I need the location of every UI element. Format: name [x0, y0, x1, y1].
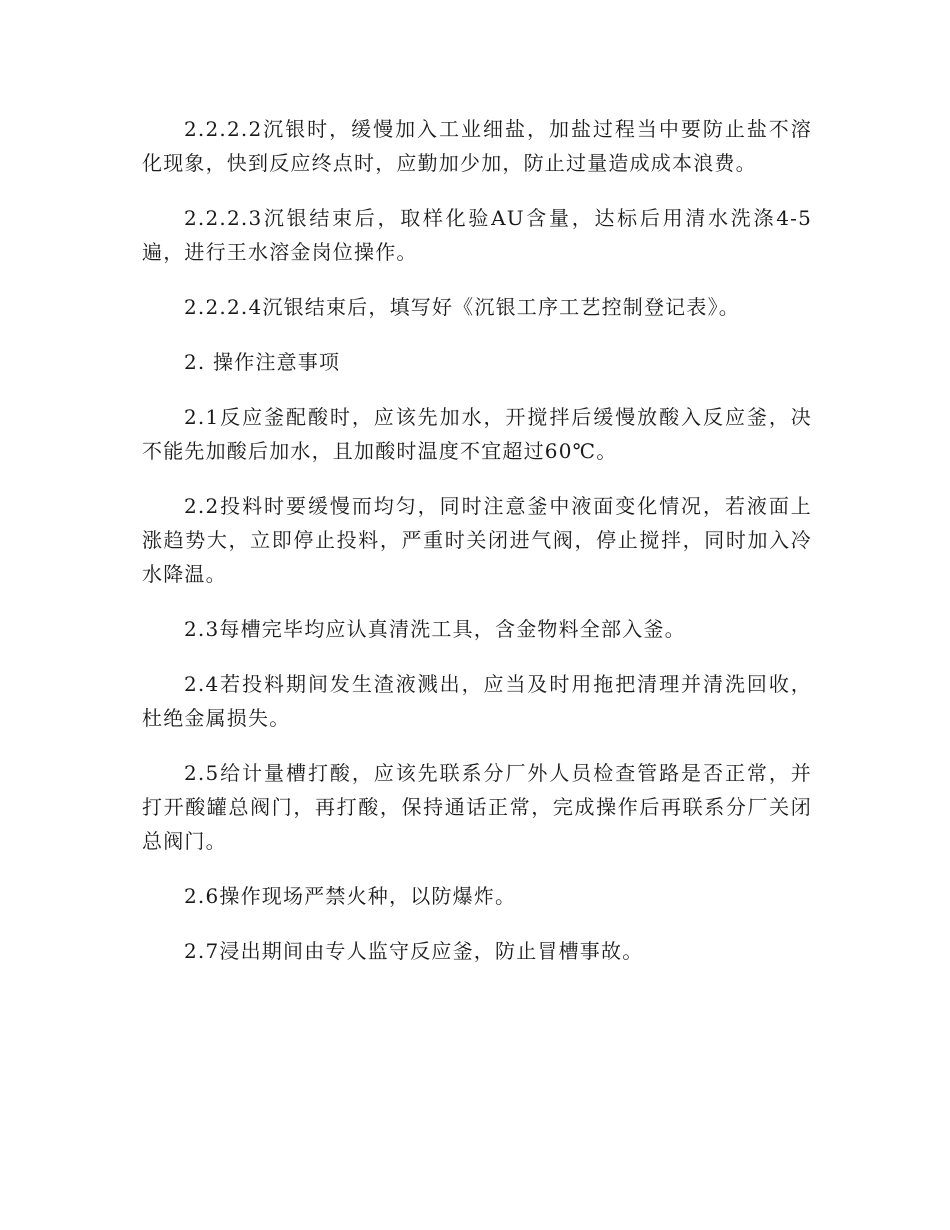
- document-body: [142, 112, 812, 989]
- paragraph-2-2-2-4: 2.2.2.4沉银结束后，填写好《沉银工序工艺控制登记表》。: [184, 295, 740, 319]
- paragraph-2-2-2-2: 2.2.2.2沉银时，缓慢加入工业细盐，加盐过程当中要防止盐不溶化现象，快到反应终点时，应勤加少加，防止过量造成成本浪费。: [142, 117, 812, 175]
- paragraph-2-1: 2.1反应釜配酸时，应该先加水，开搅拌后缓慢放酸入反应釜，决不能先加酸后加水，且加酸时温度不宜超过60℃。: [142, 405, 812, 463]
- section-heading-operation-notes: 2. 操作注意事项: [184, 350, 341, 374]
- paragraph-2-5: 2.5给计量槽打酸，应该先联系分厂外人员检查管路是否正常，并打开酸罐总阀门，再打酸，保持通话正常，完成操作后再联系分厂关闭总阀门。: [142, 761, 812, 853]
- paragraph-2-2-2-3: 2.2.2.3沉银结束后，取样化验AU含量，达标后用清水洗涤4-5遍，进行王水溶金岗位操作。: [142, 206, 812, 264]
- paragraph-2-4: 2.4若投料期间发生渣液溅出，应当及时用拖把清理并清洗回收，杜绝金属损失。: [142, 672, 812, 730]
- paragraph-2-6: 2.6操作现场严禁火种，以防爆炸。: [184, 884, 517, 908]
- paragraph-2-3: 2.3每槽完毕均应认真清洗工具，含金物料全部入釜。: [184, 617, 686, 641]
- paragraph-2-7: 2.7浸出期间由专人监守反应釜，防止冒槽事故。: [184, 939, 644, 963]
- paragraph-2-2: 2.2投料时要缓慢而均匀，同时注意釜中液面变化情况，若液面上涨趋势大，立即停止投料，严重时关闭进气阀，停止搅拌，同时加入冷水降温。: [142, 494, 812, 586]
